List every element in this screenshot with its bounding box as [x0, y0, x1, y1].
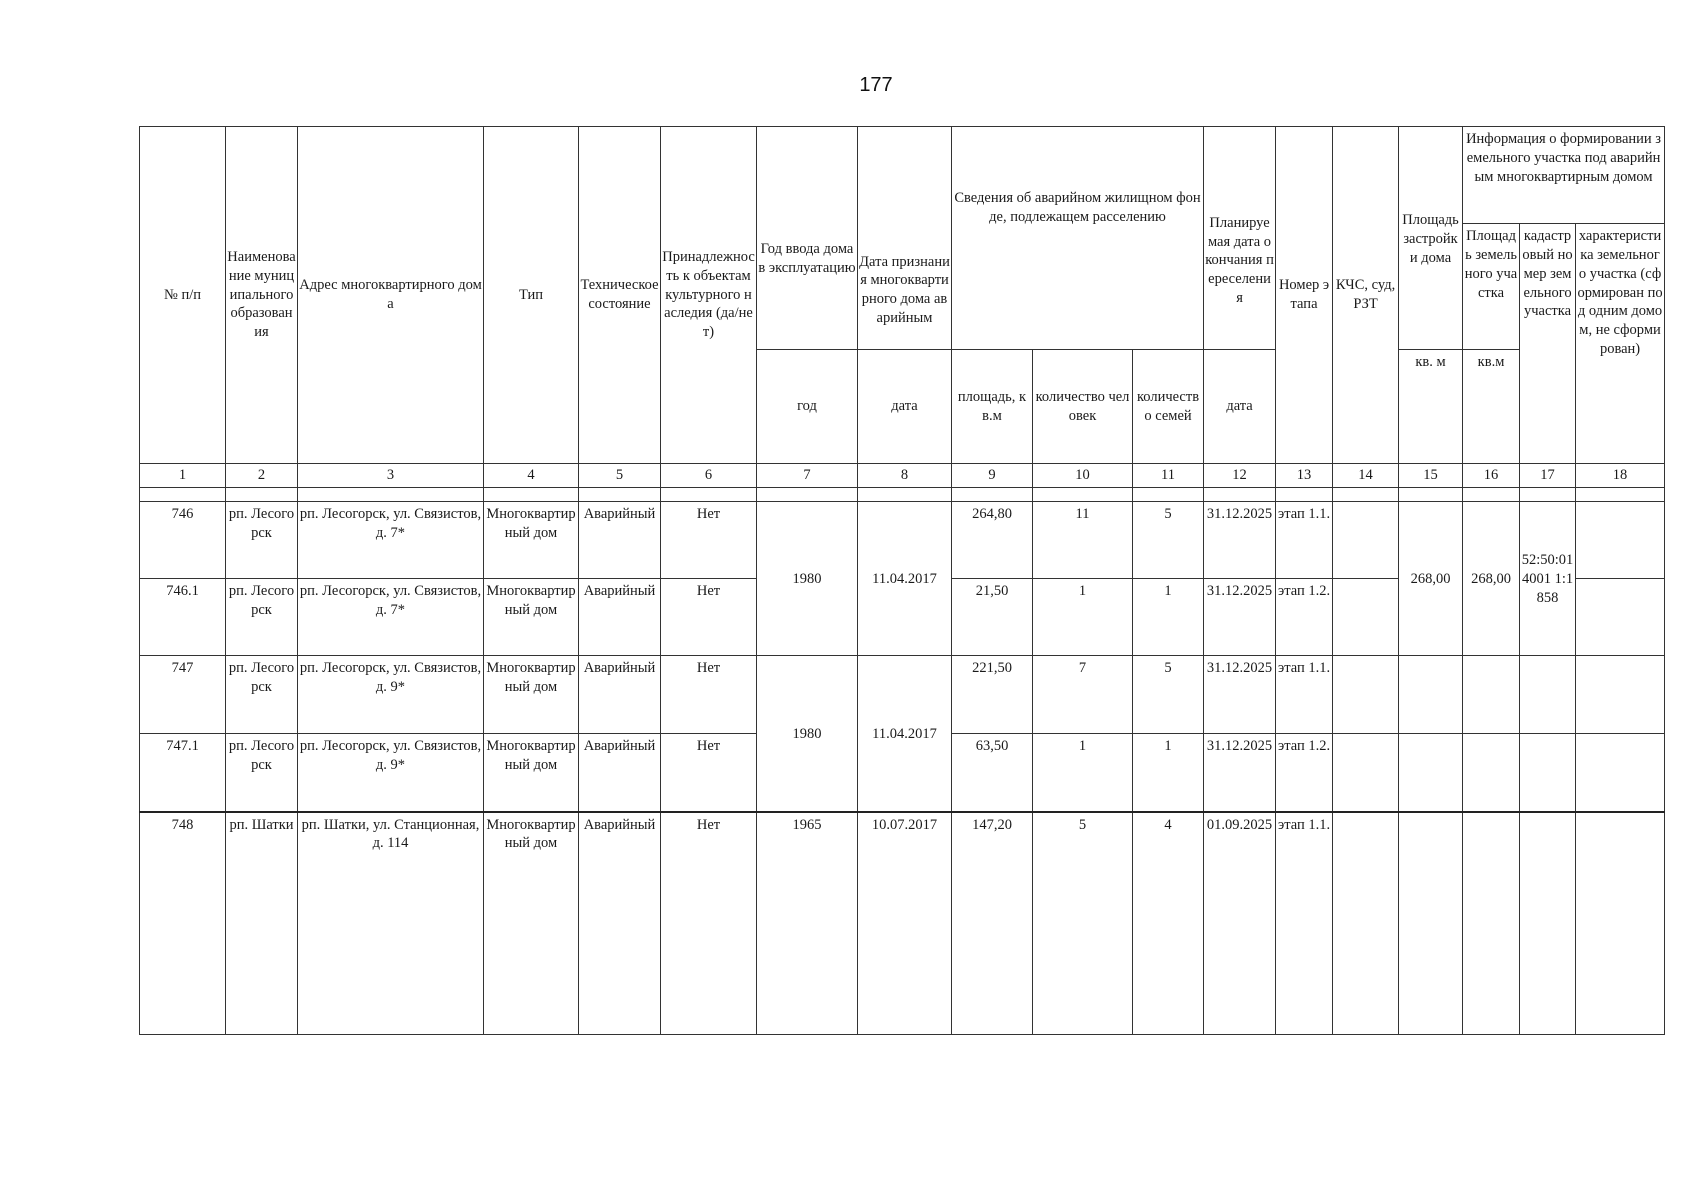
header-col-1: № п/п — [140, 127, 226, 464]
heritage: Нет — [661, 734, 757, 812]
column-number: 17 — [1520, 464, 1576, 488]
header-sub-9: площадь, кв.м — [952, 350, 1033, 464]
header-col-17: кадастровый номер земельного участка — [1520, 224, 1576, 464]
header-group-9-11 — [952, 127, 1204, 350]
land-characteristic — [1576, 734, 1665, 812]
end-date: 31.12.2025 — [1204, 656, 1276, 734]
column-number: 14 — [1333, 464, 1399, 488]
people-count: 1 — [1033, 734, 1133, 812]
end-date: 31.12.2025 — [1204, 579, 1276, 656]
address: рп. Шатки, ул. Станционная, д. 114 — [298, 812, 484, 1035]
address: рп. Лесогорск, ул. Связистов, д. 9* — [298, 656, 484, 734]
header-col-4: Тип — [484, 127, 579, 464]
built-area — [1399, 812, 1463, 1035]
column-number: 16 — [1463, 464, 1520, 488]
area: 264,80 — [952, 502, 1033, 579]
kchs — [1333, 812, 1399, 1035]
kchs — [1333, 734, 1399, 812]
municipality: рп. Лесогорск — [226, 502, 298, 579]
header-col-13: Номер этапа — [1276, 127, 1333, 464]
area: 147,20 — [952, 812, 1033, 1035]
built-area: 268,00 — [1399, 502, 1463, 656]
header-sub-11: количество семей — [1133, 350, 1204, 464]
column-number-row — [140, 464, 1665, 488]
land-area — [1463, 734, 1520, 812]
stage: этап 1.2. — [1276, 734, 1333, 812]
heritage: Нет — [661, 502, 757, 579]
land-characteristic — [1576, 656, 1665, 734]
built-area — [1399, 734, 1463, 812]
header-group-16-18: Информация о формировании земельного участка под аварийным многоквартирным домом — [1463, 127, 1665, 224]
cadastral-number — [1520, 656, 1576, 734]
land-area — [1463, 812, 1520, 1035]
heritage: Нет — [661, 812, 757, 1035]
column-number: 12 — [1204, 464, 1276, 488]
cadastral-number: 52:50:014001 1:1858 — [1520, 502, 1576, 656]
heritage: Нет — [661, 579, 757, 656]
column-number: 2 — [226, 464, 298, 488]
technical-state: Аварийный — [579, 502, 661, 579]
land-area: 268,00 — [1463, 502, 1520, 656]
land-characteristic — [1576, 502, 1665, 579]
header-col-3: Адрес многоквартирного дома — [298, 127, 484, 464]
header-col-15-text: Площадь застройки дома — [1402, 212, 1459, 267]
municipality: рп. Лесогорск — [226, 579, 298, 656]
families-count: 1 — [1133, 734, 1204, 812]
spacer-row — [140, 488, 1665, 502]
column-number: 10 — [1033, 464, 1133, 488]
row-number: 746 — [140, 502, 226, 579]
header-col-7-text: Год ввода дома в эксплуатацию — [758, 241, 856, 277]
row-number: 748 — [140, 812, 226, 1035]
header-sub-12: дата — [1204, 350, 1276, 464]
header-col-16: Площадь земельного участка — [1463, 224, 1520, 350]
row-number: 747.1 — [140, 734, 226, 812]
column-number: 4 — [484, 464, 579, 488]
house-type: Многоквартирный дом — [484, 656, 579, 734]
built-area — [1399, 656, 1463, 734]
address: рп. Лесогорск, ул. Связистов, д. 7* — [298, 502, 484, 579]
page-number: 177 — [859, 74, 893, 96]
column-number: 11 — [1133, 464, 1204, 488]
people-count: 7 — [1033, 656, 1133, 734]
area: 63,50 — [952, 734, 1033, 812]
people-count: 5 — [1033, 812, 1133, 1035]
stage: этап 1.1. — [1276, 812, 1333, 1035]
header-col-12-text: Планируемая дата окончания переселения — [1205, 214, 1274, 307]
cadastral-number — [1520, 734, 1576, 812]
header-sub-16: кв.м — [1463, 350, 1520, 464]
municipality: рп. Лесогорск — [226, 656, 298, 734]
land-characteristic — [1576, 812, 1665, 1035]
column-number: 9 — [952, 464, 1033, 488]
recognition-date: 11.04.2017 — [858, 656, 952, 812]
column-number: 15 — [1399, 464, 1463, 488]
header-sub-15: кв. м — [1399, 350, 1463, 464]
column-number: 3 — [298, 464, 484, 488]
row-number: 747 — [140, 656, 226, 734]
families-count: 1 — [1133, 579, 1204, 656]
stage: этап 1.1. — [1276, 656, 1333, 734]
land-area — [1463, 656, 1520, 734]
header-col-6: Принадлежность к объектам культурного наследия (да/нет) — [661, 127, 757, 464]
end-date: 31.12.2025 — [1204, 502, 1276, 579]
header-sub-7: год — [757, 350, 858, 464]
municipality: рп. Шатки — [226, 812, 298, 1035]
house-type: Многоквартирный дом — [484, 579, 579, 656]
column-number: 1 — [140, 464, 226, 488]
commission-year: 1980 — [757, 502, 858, 656]
address: рп. Лесогорск, ул. Связистов, д. 7* — [298, 579, 484, 656]
header-sub-8: дата — [858, 350, 952, 464]
table-row — [140, 812, 1665, 1035]
people-count: 1 — [1033, 579, 1133, 656]
column-number: 7 — [757, 464, 858, 488]
column-number: 6 — [661, 464, 757, 488]
commission-year: 1980 — [757, 656, 858, 812]
area: 21,50 — [952, 579, 1033, 656]
people-count: 11 — [1033, 502, 1133, 579]
land-characteristic — [1576, 579, 1665, 656]
cadastral-number — [1520, 812, 1576, 1035]
header-col-8 — [858, 127, 952, 350]
technical-state: Аварийный — [579, 579, 661, 656]
column-number: 8 — [858, 464, 952, 488]
header-group-9-11-text: Сведения об аварийном жилищном фонде, подлежащем расселению — [954, 190, 1201, 225]
header-col-15 — [1399, 127, 1463, 350]
families-count: 4 — [1133, 812, 1204, 1035]
families-count: 5 — [1133, 656, 1204, 734]
end-date: 31.12.2025 — [1204, 734, 1276, 812]
header-col-2: Наименование муниципального образования — [226, 127, 298, 464]
recognition-date: 10.07.2017 — [858, 812, 952, 1035]
table-row — [140, 656, 1665, 734]
stage: этап 1.2. — [1276, 579, 1333, 656]
column-number: 18 — [1576, 464, 1665, 488]
technical-state: Аварийный — [579, 812, 661, 1035]
house-type: Многоквартирный дом — [484, 812, 579, 1035]
end-date: 01.09.2025 — [1204, 812, 1276, 1035]
heritage: Нет — [661, 656, 757, 734]
row-number: 746.1 — [140, 579, 226, 656]
header-col-14: КЧС, суд, РЗТ — [1333, 127, 1399, 464]
header-col-12 — [1204, 127, 1276, 350]
technical-state: Аварийный — [579, 734, 661, 812]
house-type: Многоквартирный дом — [484, 734, 579, 812]
kchs — [1333, 502, 1399, 579]
emergency-housing-table — [139, 126, 1665, 1035]
header-col-7 — [757, 127, 858, 350]
commission-year: 1965 — [757, 812, 858, 1035]
address: рп. Лесогорск, ул. Связистов, д. 9* — [298, 734, 484, 812]
kchs — [1333, 656, 1399, 734]
header-sub-10: количество человек — [1033, 350, 1133, 464]
column-number: 13 — [1276, 464, 1333, 488]
header-col-18: характеристика земельного участка (сформирован под одним домом, не сформирован) — [1576, 224, 1665, 464]
header-row-1 — [140, 127, 1665, 224]
recognition-date: 11.04.2017 — [858, 502, 952, 656]
house-type: Многоквартирный дом — [484, 502, 579, 579]
families-count: 5 — [1133, 502, 1204, 579]
area: 221,50 — [952, 656, 1033, 734]
table-row — [140, 502, 1665, 579]
header-col-8-text: Дата признания многоквартирного дома аварийным — [859, 253, 950, 327]
column-number: 5 — [579, 464, 661, 488]
technical-state: Аварийный — [579, 656, 661, 734]
kchs — [1333, 579, 1399, 656]
stage: этап 1.1. — [1276, 502, 1333, 579]
municipality: рп. Лесогорск — [226, 734, 298, 812]
header-col-5: Техническое состояние — [579, 127, 661, 464]
